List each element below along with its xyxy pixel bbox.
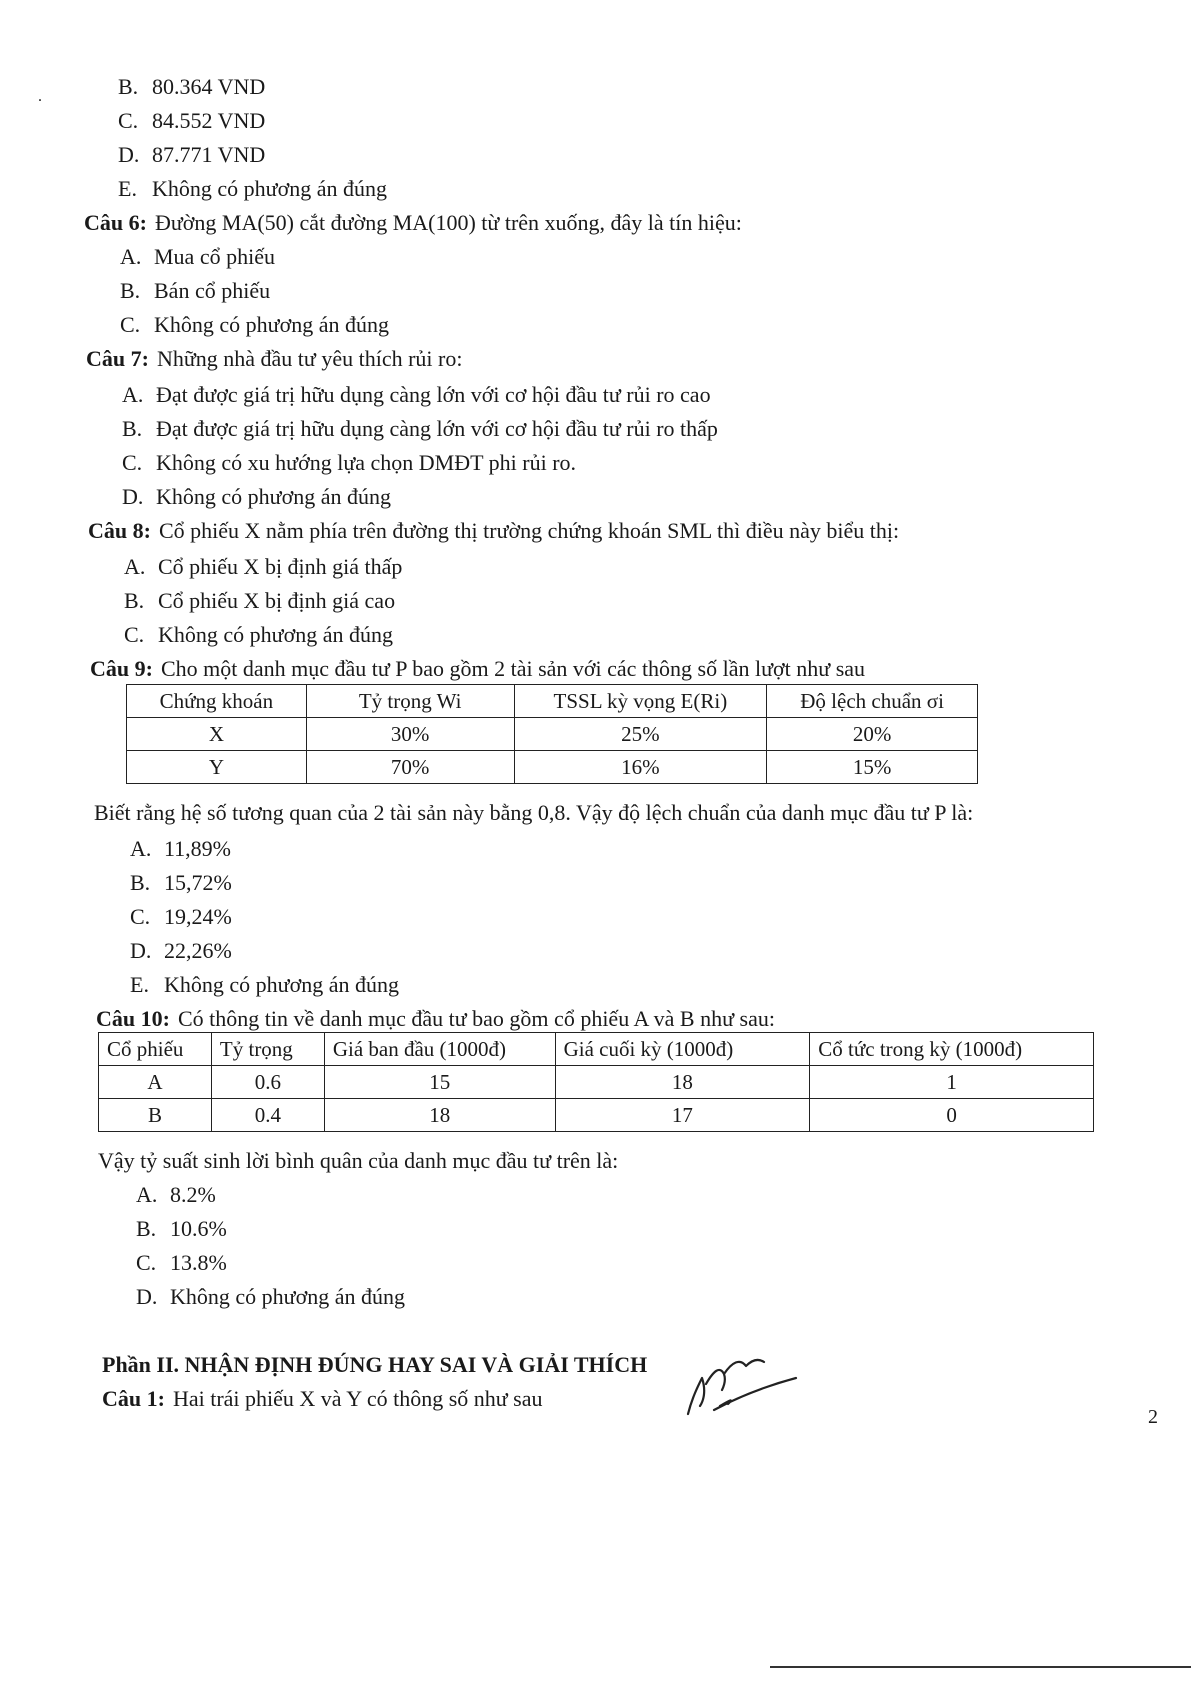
table-cell: X (127, 718, 307, 751)
table-header-cell: TSSL kỳ vọng E(Ri) (514, 685, 767, 718)
table-cell: 15% (767, 751, 978, 784)
q6-option-b: B. Bán cổ phiếu (120, 278, 271, 303)
table-row (127, 718, 978, 751)
q9-option-a: A. 11,89% (130, 836, 232, 861)
q10-option-d: D. Không có phương án đúng (136, 1284, 405, 1309)
q6-option-a: A. Mua cổ phiếu (120, 244, 275, 269)
q7-option-d: D. Không có phương án đúng (122, 484, 391, 509)
q8-option-c: C. Không có phương án đúng (124, 622, 393, 647)
table-cell: 30% (306, 718, 514, 751)
q9-option-e: E. Không có phương án đúng (130, 972, 399, 997)
q9-option-b: B. 15,72% (130, 870, 232, 895)
table-header-cell: Tỷ trọng (211, 1033, 324, 1066)
signature-mark (680, 1340, 800, 1420)
table-header-cell: Giá ban đầu (1000đ) (324, 1033, 555, 1066)
table-cell: 70% (306, 751, 514, 784)
table-row (127, 751, 978, 784)
stray-mark: . (38, 88, 42, 105)
q10-followup: Vậy tỷ suất sinh lời bình quân của danh mục đầu tư trên là: (98, 1148, 619, 1173)
table-header-cell: Cổ phiếu (99, 1033, 212, 1066)
q9-followup: Biết rằng hệ số tương quan của 2 tài sản này bằng 0,8. Vậy độ lệch chuẩn của danh mục đầu tư P là: (94, 800, 974, 825)
q9-stem: Câu 9: Cho một danh mục đầu tư P bao gồm 2 tài sản với các thông số lần lượt như sau (90, 656, 866, 681)
q10-option-a: A. 8.2% (136, 1182, 216, 1207)
table-cell: 0 (810, 1099, 1094, 1132)
q8-option-b: B. Cổ phiếu X bị định giá cao (124, 588, 396, 613)
q7-option-a: A. Đạt được giá trị hữu dụng càng lớn với cơ hội đầu tư rủi ro cao (122, 382, 711, 407)
table-header-cell: Chứng khoán (127, 685, 307, 718)
q7-option-c: C. Không có xu hướng lựa chọn DMĐT phi rủi ro. (122, 450, 577, 475)
table-cell: B (99, 1099, 212, 1132)
table-row (99, 1066, 1094, 1099)
table-header-cell: Tỷ trọng Wi (306, 685, 514, 718)
table-cell: Y (127, 751, 307, 784)
table-header-row (127, 685, 978, 718)
q9-option-d: D. 22,26% (130, 938, 232, 963)
table-cell: 17 (555, 1099, 810, 1132)
q5-option-d: D. 87.771 VND (118, 142, 266, 167)
q8-option-a: A. Cổ phiếu X bị định giá thấp (124, 554, 403, 579)
table-header-cell: Độ lệch chuẩn σi (767, 685, 978, 718)
q5-option-e: E. Không có phương án đúng (118, 176, 387, 201)
table-cell: 0.6 (211, 1066, 324, 1099)
q7-stem: Câu 7: Những nhà đầu tư yêu thích rủi ro: (86, 346, 463, 371)
part2-q1-stem: Câu 1: Hai trái phiếu X và Y có thông số như sau (102, 1386, 543, 1411)
table-header-cell: Giá cuối kỳ (1000đ) (555, 1033, 810, 1066)
q6-option-c: C. Không có phương án đúng (120, 312, 389, 337)
table-cell: 20% (767, 718, 978, 751)
table-cell: 16% (514, 751, 767, 784)
part2-heading: Phần II. NHẬN ĐỊNH ĐÚNG HAY SAI VÀ GIẢI THÍCH (102, 1352, 648, 1377)
q7-option-b: B. Đạt được giá trị hữu dụng càng lớn với cơ hội đầu tư rủi ro thấp (122, 416, 718, 441)
table-header-row (99, 1033, 1094, 1066)
q10-table (98, 1032, 1094, 1132)
table-cell: 1 (810, 1066, 1094, 1099)
q9-table (126, 684, 978, 784)
q10-option-b: B. 10.6% (136, 1216, 227, 1241)
table-cell: 15 (324, 1066, 555, 1099)
q10-option-c: C. 13.8% (136, 1250, 227, 1275)
q5-option-c: C. 84.552 VND (118, 108, 266, 133)
table-cell: A (99, 1066, 212, 1099)
q8-stem: Câu 8: Cổ phiếu X nằm phía trên đường thị trường chứng khoán SML thì điều này biểu thị: (88, 518, 900, 543)
table-cell: 25% (514, 718, 767, 751)
table-cell: 18 (324, 1099, 555, 1132)
table-row (99, 1099, 1094, 1132)
table-cell: 18 (555, 1066, 810, 1099)
q5-option-b: B. 80.364 VND (118, 74, 266, 99)
table-header-cell: Cổ tức trong kỳ (1000đ) (810, 1033, 1094, 1066)
q10-stem: Câu 10: Có thông tin về danh mục đầu tư bao gồm cổ phiếu A và B như sau: (96, 1006, 775, 1031)
page-number: 2 (1148, 1406, 1158, 1428)
q6-stem: Câu 6: Đường MA(50) cắt đường MA(100) từ trên xuống, đây là tín hiệu: (84, 210, 742, 235)
table-cell: 0.4 (211, 1099, 324, 1132)
bottom-rule (770, 1666, 1191, 1668)
q9-option-c: C. 19,24% (130, 904, 232, 929)
